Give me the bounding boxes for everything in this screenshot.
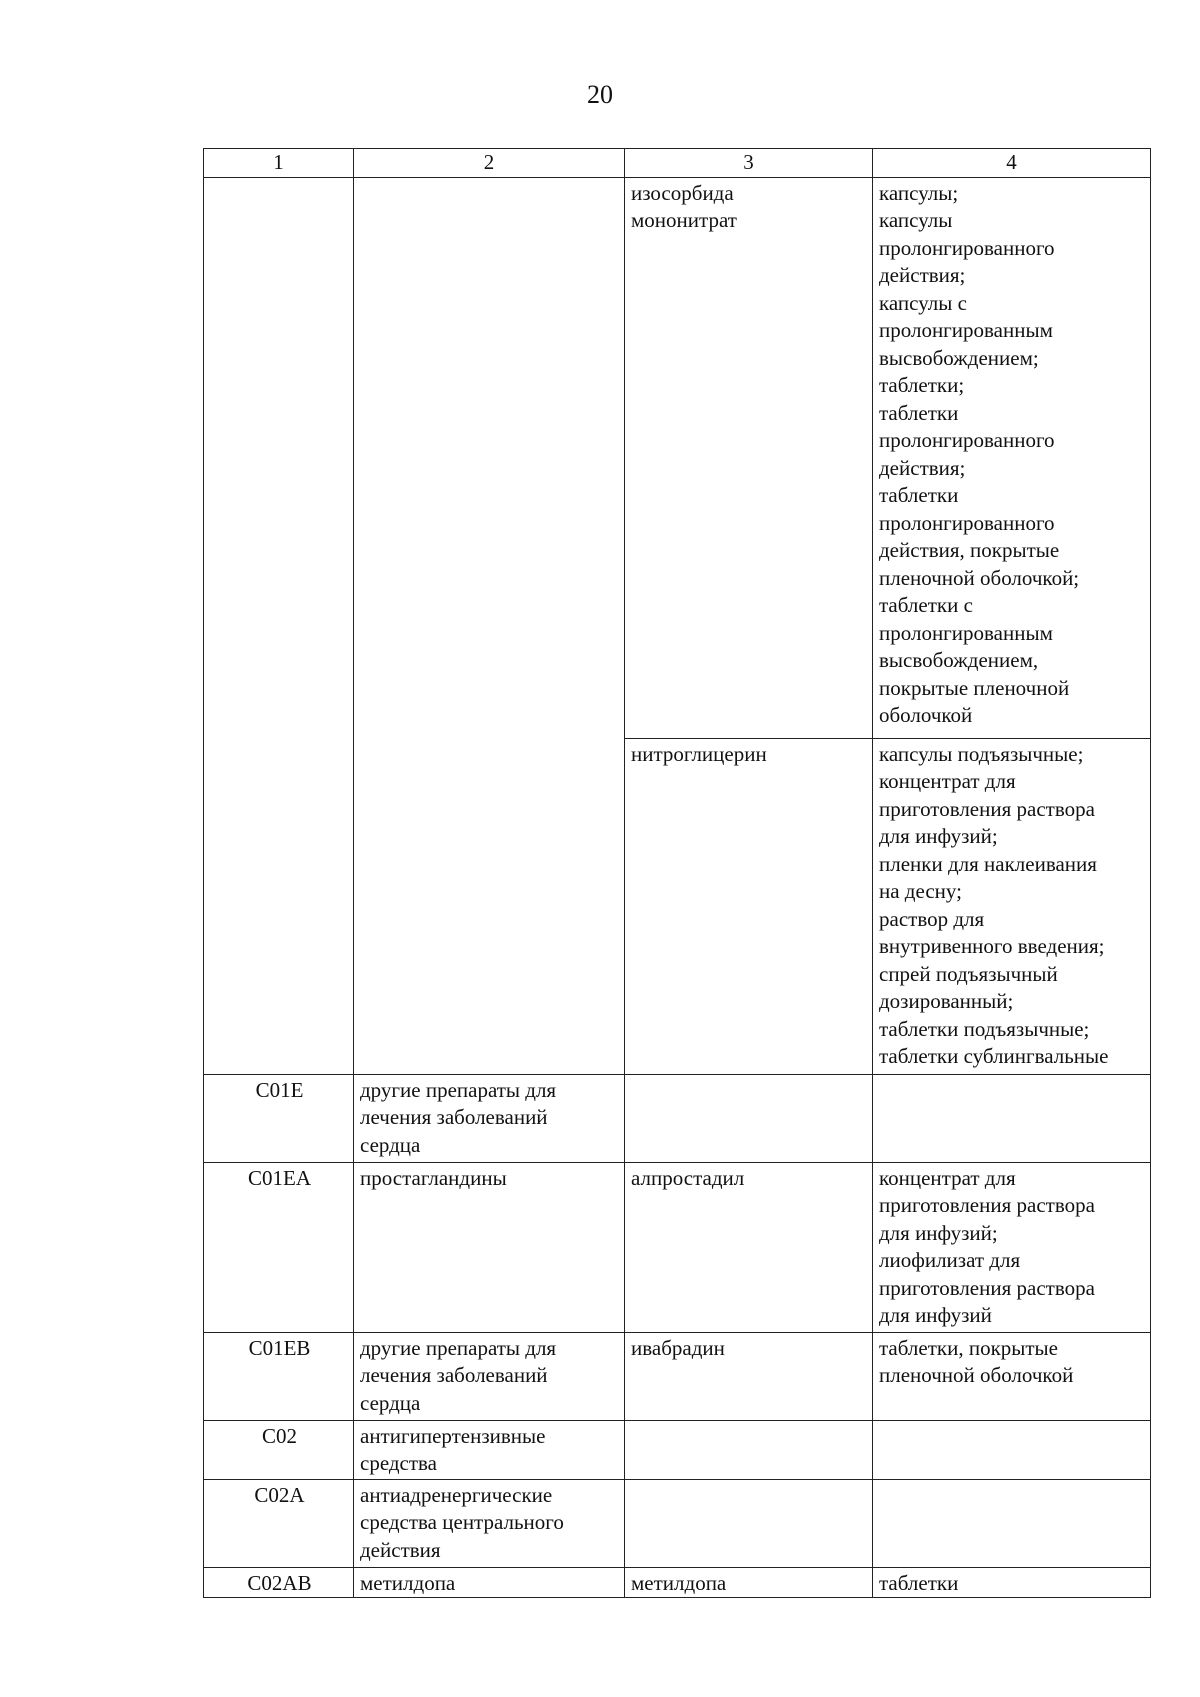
code-cell: C01EB: [204, 1332, 354, 1420]
forms-cell: таблетки, покрытые пленочной оболочкой: [873, 1332, 1151, 1420]
group-cell: другие препараты для лечения заболеваний сердца: [354, 1332, 625, 1420]
table-header-row: [204, 149, 1151, 178]
code-cell: C02A: [204, 1479, 354, 1567]
drug-cell: [625, 1420, 873, 1479]
column-header-3: 3: [625, 149, 873, 178]
page-number: 20: [587, 80, 613, 109]
forms-cell: [873, 1074, 1151, 1162]
code-cell: C02AB: [204, 1567, 354, 1598]
code-cell: C01E: [204, 1074, 354, 1162]
column-header-1: 1: [204, 149, 354, 178]
group-cell: метилдопа: [354, 1567, 625, 1598]
drug-cell: [625, 1074, 873, 1162]
drug-cell: метилдопа: [625, 1567, 873, 1598]
table-row: [204, 177, 1151, 738]
forms-cell: капсулы подъязычные; концентрат для приготовления раствора для инфузий; пленки для наклеивания на десну; раствор для внутривенного введения; спрей подъязычный дозированный; таблетки подъязычные; таблетки сублингвальные: [873, 738, 1151, 1074]
forms-cell: концентрат для приготовления раствора для инфузий; лиофилизат для приготовления раствора для инфузий: [873, 1162, 1151, 1332]
drug-cell: ивабрадин: [625, 1332, 873, 1420]
table-row: [204, 1479, 1151, 1567]
drug-table: [203, 148, 1151, 1598]
group-cell: [354, 177, 625, 1074]
drug-cell: нитроглицерин: [625, 738, 873, 1074]
column-header-2: 2: [354, 149, 625, 178]
table-row: [204, 1420, 1151, 1479]
group-cell: другие препараты для лечения заболеваний сердца: [354, 1074, 625, 1162]
table-row: [204, 1332, 1151, 1420]
column-header-4: 4: [873, 149, 1151, 178]
group-cell: антигипертензивные средства: [354, 1420, 625, 1479]
code-cell: C01EA: [204, 1162, 354, 1332]
group-cell: простагландины: [354, 1162, 625, 1332]
code-cell: C02: [204, 1420, 354, 1479]
forms-cell: [873, 1479, 1151, 1567]
forms-cell: капсулы; капсулы пролонгированного действия; капсулы с пролонгированным высвобождением; таблетки; таблетки пролонгированного действия; таблетки пролонгированного действия, покрытые пленочной оболочкой; таблетки с пролонгированным высвобождением, покрытые пленочной оболочкой: [873, 177, 1151, 738]
group-cell: антиадренергические средства центрального действия: [354, 1479, 625, 1567]
table-row: [204, 1162, 1151, 1332]
drug-cell: алпростадил: [625, 1162, 873, 1332]
forms-cell: [873, 1420, 1151, 1479]
drug-cell: [625, 1479, 873, 1567]
table-row: [204, 1074, 1151, 1162]
code-cell: [204, 177, 354, 1074]
table-row: [204, 1567, 1151, 1598]
forms-cell: таблетки: [873, 1567, 1151, 1598]
drug-cell: изосорбида мононитрат: [625, 177, 873, 738]
